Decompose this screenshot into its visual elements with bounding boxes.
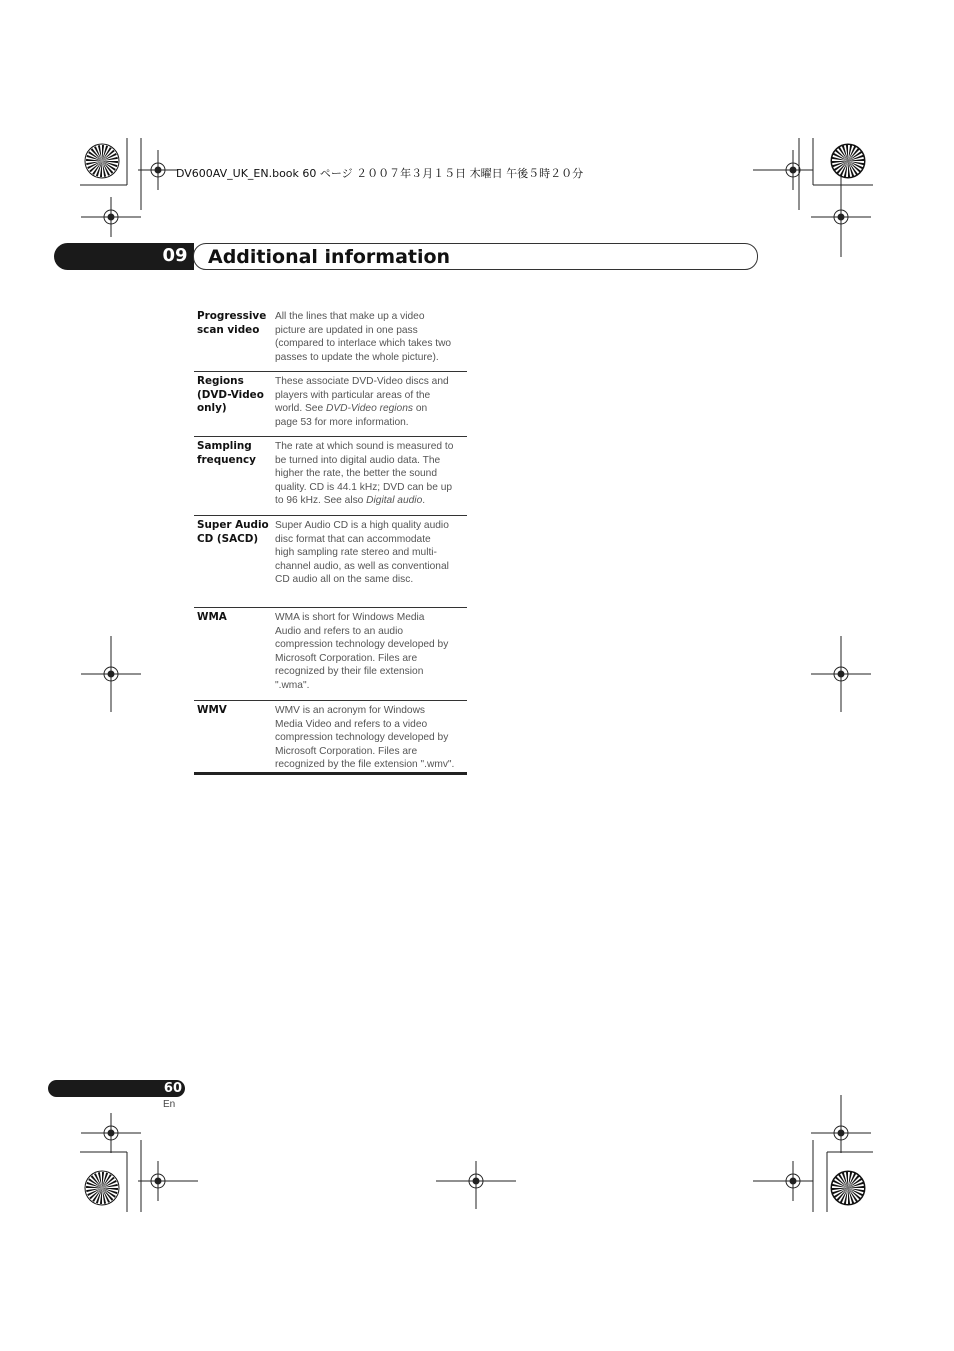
glossary-term-line: Sampling — [197, 440, 252, 452]
glossary-definition-line: channel audio, as well as conventional — [275, 560, 449, 572]
glossary-definition-line: high sampling rate stereo and multi- — [275, 547, 437, 559]
registration-wheel-icon — [831, 1171, 865, 1205]
glossary-definition-line: Media Video and refers to a video — [275, 718, 428, 730]
glossary-definition-line: picture are updated in one pass — [275, 324, 418, 336]
glossary-term-line: Regions — [197, 375, 244, 387]
glossary-row — [194, 515, 467, 607]
glossary-row — [194, 436, 467, 515]
glossary-definition-line: The rate at which sound is measured to — [275, 441, 454, 452]
glossary-definition — [275, 701, 467, 778]
registration-wheel-icon — [85, 1171, 119, 1205]
glossary-definition-line: to 96 kHz. See also Digital audio. — [275, 495, 426, 507]
glossary-definition-line: players with particular areas of the — [275, 389, 431, 401]
glossary-definition-line: world. See DVD-Video regions on — [275, 403, 428, 415]
glossary-term — [194, 701, 275, 778]
book-file-header: DV600AV_UK_EN.book 60 ページ ２００７年３月１５日 木曜日 午後５時２０分 — [176, 167, 584, 180]
chapter-number: 09 — [162, 245, 188, 266]
registration-wheel-icon — [831, 144, 865, 178]
glossary-definition-line: CD audio all on the same disc. — [275, 574, 414, 586]
cross-reference: Digital audio — [366, 495, 423, 507]
glossary-definition-line: recognized by their file extension — [275, 666, 424, 678]
cross-reference: DVD-Video regions — [325, 403, 413, 415]
page-language: En — [163, 1099, 176, 1110]
glossary-term — [194, 437, 275, 515]
glossary-term-line: WMV — [197, 704, 227, 716]
glossary-definition-line: compression technology developed by — [275, 639, 449, 651]
registration-wheel-icon — [85, 144, 119, 178]
glossary-term-line: only) — [197, 402, 227, 415]
glossary-definition-line: be turned into digital audio data. The — [275, 454, 441, 466]
glossary-term-line: CD (SACD) — [197, 532, 259, 545]
glossary-term — [194, 516, 275, 607]
glossary-definition-line: ".wma". — [275, 679, 310, 691]
glossary-table — [194, 307, 467, 778]
glossary-row — [194, 307, 467, 371]
glossary-term-line: Progressive — [197, 310, 267, 322]
glossary-definition-line: disc format that can accommodate — [275, 533, 431, 545]
glossary-definition-line: (compared to interlace which takes two — [275, 338, 452, 350]
glossary-definition-line: compression technology developed by — [275, 732, 449, 744]
glossary-term-line: Super Audio — [197, 519, 269, 531]
chapter-title: Additional information — [208, 246, 451, 268]
glossary-definition — [275, 372, 467, 436]
glossary-definition-line: WMA is short for Windows Media — [275, 612, 425, 623]
table-end-rule — [194, 772, 467, 775]
glossary-definition-line: Audio and refers to an audio — [275, 625, 404, 637]
glossary-row — [194, 607, 467, 700]
glossary-term — [194, 608, 275, 700]
glossary-definition-line: Microsoft Corporation. Files are — [275, 652, 418, 664]
glossary-definition-line: These associate DVD-Video discs and — [275, 376, 449, 387]
glossary-definition-line: passes to update the whole picture). — [275, 351, 439, 363]
glossary-row — [194, 700, 467, 778]
glossary-definition-line: All the lines that make up a video — [275, 311, 425, 322]
glossary-definition — [275, 516, 467, 607]
page-number: 60 — [163, 1081, 182, 1096]
glossary-term-line: frequency — [197, 453, 256, 466]
glossary-term — [194, 307, 275, 371]
glossary-definition-line: quality. CD is 44.1 kHz; DVD can be up — [275, 481, 453, 493]
glossary-definition-line: Super Audio CD is a high quality audio — [275, 520, 449, 531]
glossary-term-line: (DVD-Video — [197, 388, 264, 401]
glossary-row — [194, 371, 467, 436]
glossary-term-line: scan video — [197, 323, 260, 336]
glossary-term — [194, 372, 275, 436]
glossary-definition — [275, 608, 467, 700]
glossary-definition-line: recognized by the file extension ".wmv". — [275, 759, 455, 771]
glossary-definition — [275, 437, 467, 515]
glossary-definition-line: page 53 for more information. — [275, 416, 409, 428]
glossary-definition — [275, 307, 467, 371]
glossary-definition-line: higher the rate, the better the sound — [275, 468, 437, 480]
glossary-definition-line: Microsoft Corporation. Files are — [275, 745, 418, 757]
glossary-definition-line: WMV is an acronym for Windows — [275, 705, 426, 716]
glossary-term-line: WMA — [197, 611, 227, 623]
